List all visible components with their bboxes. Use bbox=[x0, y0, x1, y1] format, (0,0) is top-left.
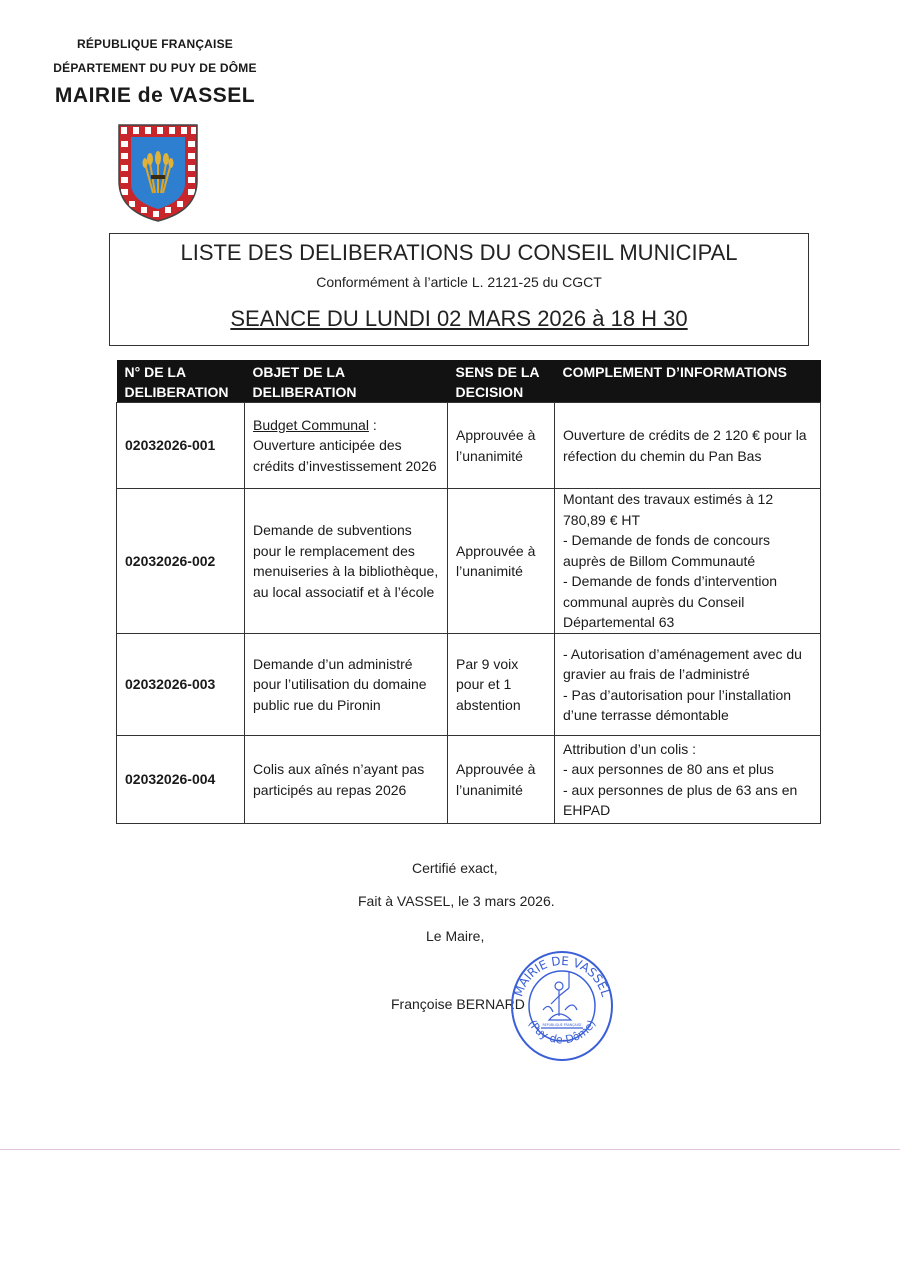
row-decision: Par 9 voix pour et 1 abstention bbox=[448, 634, 555, 736]
letterhead-mairie: MAIRIE de VASSEL bbox=[54, 84, 256, 107]
row-number: 02032026-002 bbox=[117, 489, 245, 634]
row-complement: Montant des travaux estimés à 12 780,89 € HT - Demande de fonds de concours auprès de Billom Communauté - Demande de fonds d’intervention communal auprès du Conseil Départemental 63 bbox=[555, 489, 821, 634]
header-num: N° DE LA DELIBERATION bbox=[117, 360, 245, 403]
document-title: LISTE DES DELIBERATIONS DU CONSEIL MUNICIPAL bbox=[180, 240, 738, 265]
table-header-row bbox=[117, 360, 821, 403]
row-object: Colis aux aînés n’ayant pas participés au repas 2026 bbox=[245, 736, 448, 824]
row-decision: Approuvée à l’unanimité bbox=[448, 736, 555, 824]
row-number: 02032026-003 bbox=[117, 634, 245, 736]
coat-of-arms-icon bbox=[117, 123, 199, 223]
row-complement: Attribution d’un colis : - aux personnes de 80 ans et plus - aux personnes de plus de 63 ans en EHPAD bbox=[555, 736, 821, 824]
letterhead-republique: RÉPUBLIQUE FRANÇAISE bbox=[76, 37, 233, 51]
svg-text:(Puy-de-Dôme): (Puy-de-Dôme) bbox=[525, 1017, 599, 1047]
letterhead-departement: DÉPARTEMENT DU PUY DE DÔME bbox=[53, 61, 257, 75]
table-row bbox=[117, 403, 821, 489]
header-object: OBJET DE LA DELIBERATION bbox=[245, 360, 448, 403]
row-decision: Approuvée à l’unanimité bbox=[448, 489, 555, 634]
document-subtitle: Conformément à l’article L. 2121-25 du CGCT bbox=[316, 274, 602, 290]
row-complement: Ouverture de crédits de 2 120 € pour la réfection du chemin du Pan Bas bbox=[555, 403, 821, 489]
row-number: 02032026-001 bbox=[117, 403, 245, 489]
header-decision: SENS DE LA DECISION bbox=[448, 360, 555, 403]
row-object: Demande de subventions pour le remplacement des menuiseries à la bibliothèque, au local associatif et à l’école bbox=[245, 489, 448, 634]
official-stamp-icon bbox=[507, 948, 617, 1066]
table-row bbox=[117, 634, 821, 736]
deliberations-table bbox=[116, 360, 821, 824]
row-object: Budget Communal : Ouverture anticipée des crédits d’investissement 2026 bbox=[245, 403, 448, 489]
row-decision: Approuvée à l’unanimité bbox=[448, 403, 555, 489]
signer-role: Le Maire, bbox=[426, 928, 485, 944]
signer-name: Françoise BERNARD bbox=[391, 996, 525, 1012]
certified-text: Certifié exact, bbox=[412, 860, 498, 876]
row-object: Demande d’un administré pour l’utilisation du domaine public rue du Pironin bbox=[245, 634, 448, 736]
session-title: SEANCE DU LUNDI 02 MARS 2026 à 18 H 30 bbox=[230, 306, 688, 331]
table-row bbox=[117, 489, 821, 634]
svg-text:REPUBLIQUE FRANÇAISE: REPUBLIQUE FRANÇAISE bbox=[542, 1023, 582, 1027]
title-box bbox=[109, 233, 809, 346]
divider bbox=[0, 1149, 900, 1150]
place-date: Fait à VASSEL, le 3 mars 2026. bbox=[358, 893, 555, 909]
row-complement: - Autorisation d’aménagement avec du gravier au frais de l’administré - Pas d’autorisation pour l’installation d’une terrasse démontable bbox=[555, 634, 821, 736]
header-complement: COMPLEMENT D’INFORMATIONS bbox=[555, 360, 821, 403]
row-number: 02032026-004 bbox=[117, 736, 245, 824]
table-row bbox=[117, 736, 821, 824]
svg-text:MAIRIE DE VASSEL: MAIRIE DE VASSEL bbox=[511, 953, 613, 999]
